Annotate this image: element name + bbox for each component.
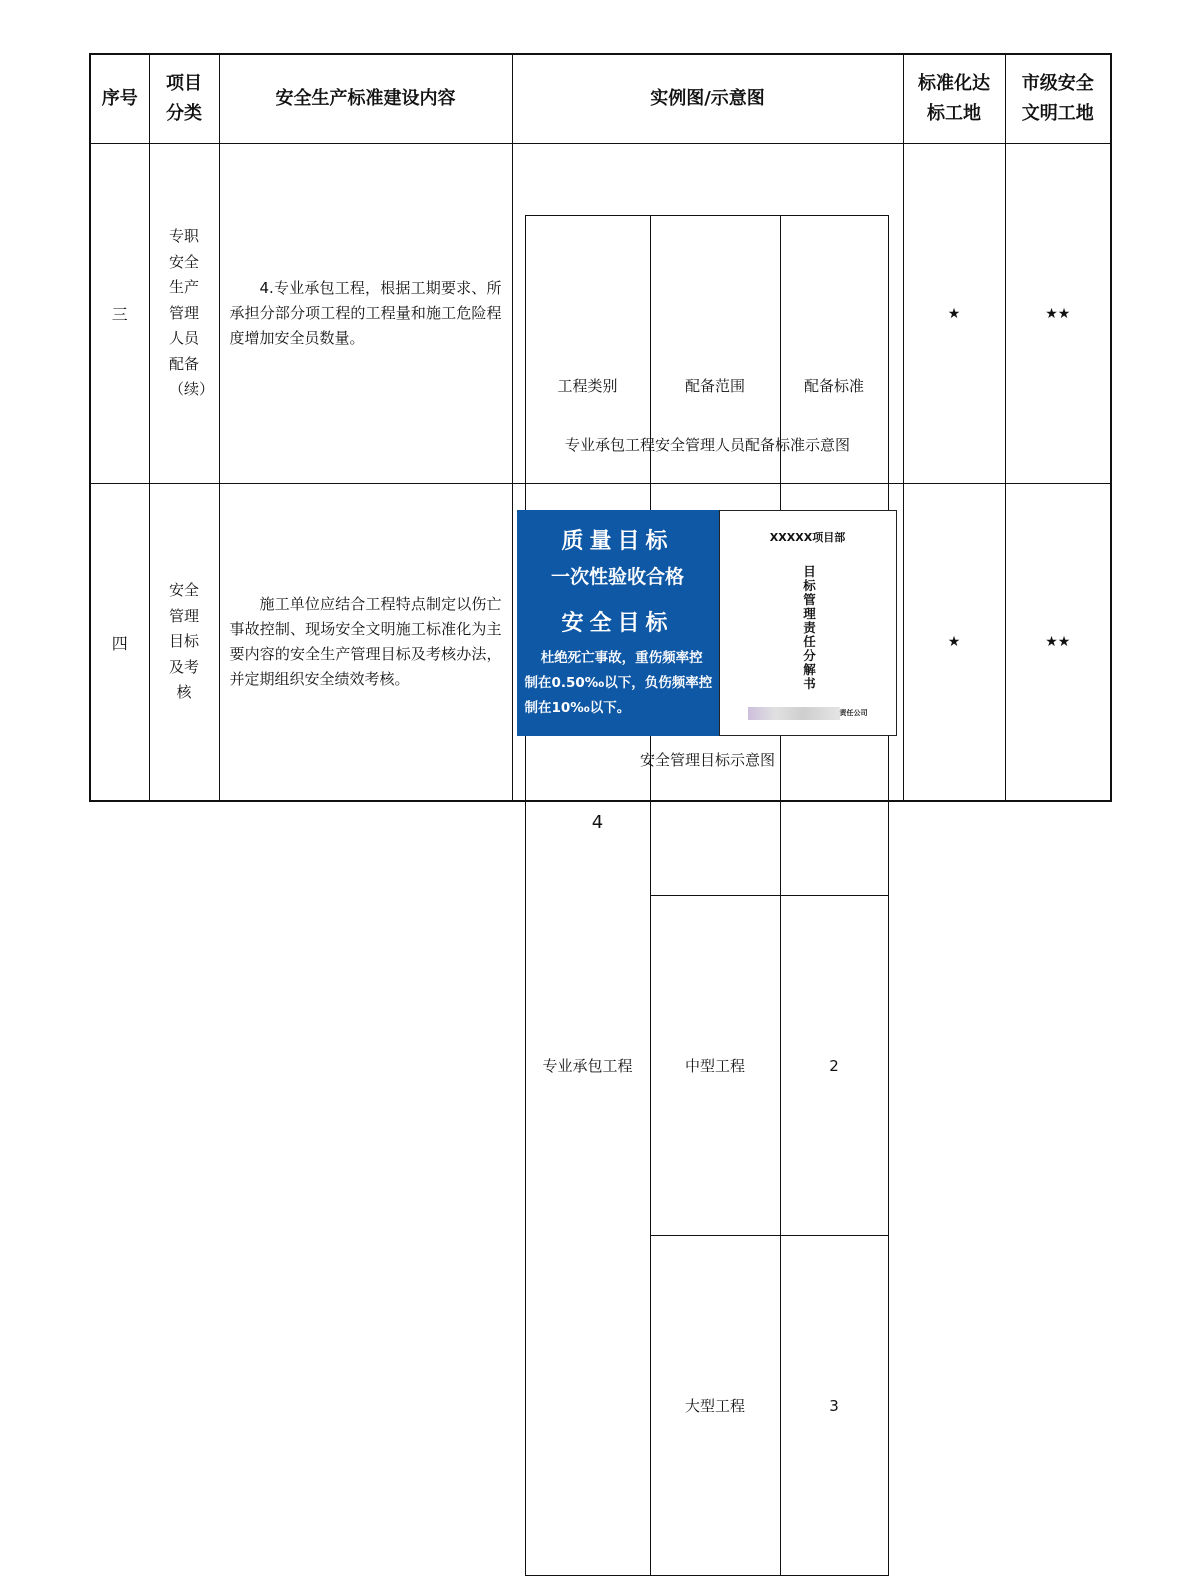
standards-table (89, 53, 1112, 1415)
sub-scope-medium: 中型工程 (650, 896, 780, 1236)
safety-target-title: 安全目标 (561, 610, 674, 636)
header-row (90, 54, 1111, 144)
header-seq: 序号 (90, 54, 149, 144)
sub-row-label: 专业承包工程 (525, 556, 650, 1576)
document-project: XXXXX项目部 (769, 531, 846, 544)
target-figure (512, 484, 903, 802)
header-standard: 标准化达标工地 (903, 54, 1005, 144)
responsibility-document (719, 510, 897, 736)
row-category: 安全管理目标及考核 (149, 484, 219, 802)
staffing-standard-table (525, 215, 889, 1576)
row-category: 专职安全生产管理人员配备（续） (149, 144, 219, 484)
header-city: 市级安全文明工地 (1005, 54, 1111, 144)
row-city-rating: ★★ (1005, 484, 1111, 802)
row-content: 施工单位应结合工程特点制定以伤亡事故控制、现场安全文明施工标准化为主要内容的安全生产管理目标及考核办法，并定期组织安全绩效考核。 (219, 484, 512, 802)
page-number: 4 (591, 812, 604, 833)
header-content: 安全生产标准建设内容 (219, 54, 512, 144)
header-figure: 实例图/示意图 (512, 54, 903, 144)
row-standard-rating: ★ (903, 484, 1005, 802)
quality-target-line: 一次性验收合格 (550, 566, 684, 588)
row-city-rating: ★★ (1005, 144, 1111, 484)
target-board (517, 510, 719, 736)
header-category: 项目分类 (149, 54, 219, 144)
sub-header-scope: 配备范围 (650, 216, 780, 556)
table-row (90, 484, 1111, 802)
sub-standard-large: 3 (780, 1236, 888, 1576)
figure-caption: 安全管理目标示意图 (639, 751, 775, 769)
sub-standard-medium: 2 (780, 896, 888, 1236)
sub-header-type: 工程类别 (525, 216, 650, 556)
figure-caption: 专业承包工程安全管理人员配备标准示意图 (564, 436, 850, 454)
row-seq: 四 (90, 484, 149, 802)
table-row (90, 144, 1111, 484)
blurred-company-name (748, 707, 840, 720)
row-seq: 三 (90, 144, 149, 484)
sub-scope-large: 大型工程 (650, 1236, 780, 1576)
document-title: 目标管理责任分解书 (803, 564, 816, 691)
row-standard-rating: ★ (903, 144, 1005, 484)
quality-target-title: 质量目标 (561, 528, 674, 554)
row-content: 4.专业承包工程，根据工期要求、所承担分部分项工程的工程量和施工危险程度增加安全员数量。 (219, 144, 512, 484)
sub-header-standard: 配备标准 (780, 216, 888, 556)
document-company: 责任公司 (839, 709, 868, 717)
safety-target-text: 杜绝死亡事故，重伤频率控制在0.50‰以下，负伤频率控制在10‰以下。 (524, 650, 713, 716)
